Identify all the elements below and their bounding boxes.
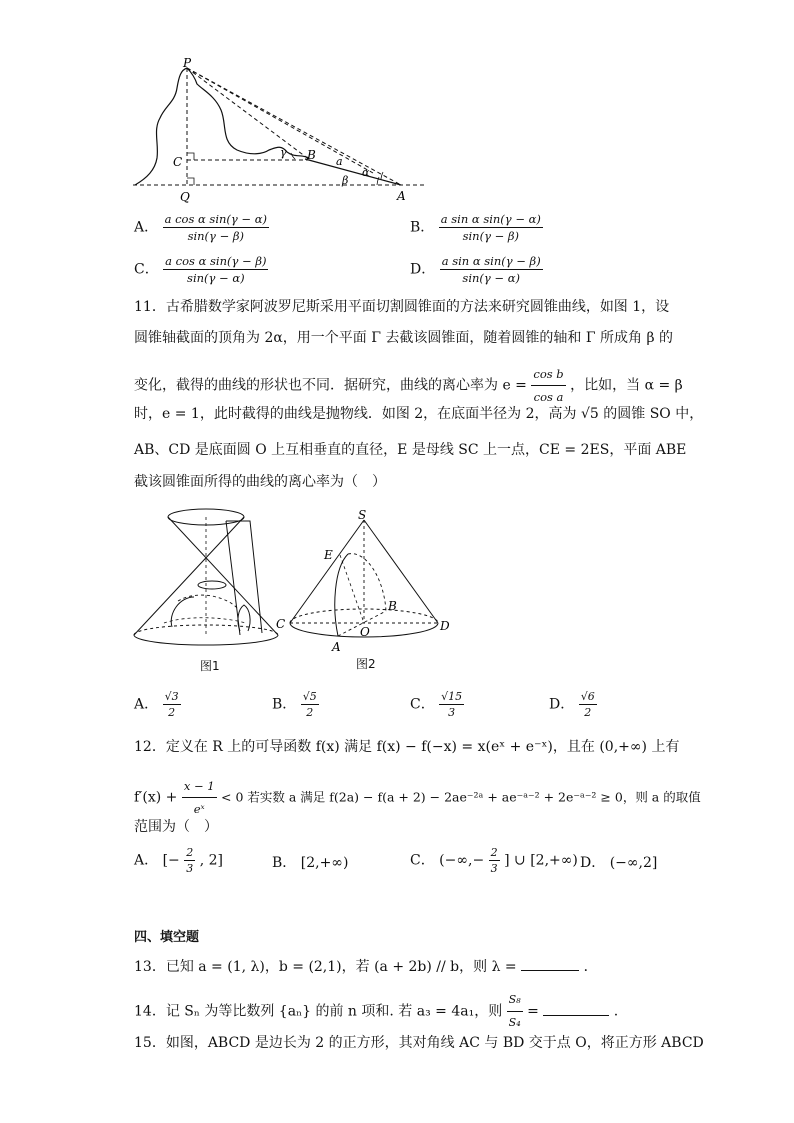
fraction-denominator: S₄ — [508, 1016, 521, 1029]
q11-line6: 截该圆锥面所得的曲线的离心率为（ ） — [134, 474, 386, 490]
option-label: B． — [410, 219, 435, 236]
fraction-numerator: √5 — [302, 690, 317, 703]
q11-option-c[interactable] — [410, 690, 464, 719]
q14-fraction — [507, 990, 523, 1033]
fraction-denominator: 3 — [186, 862, 194, 875]
figure-2-cone — [272, 508, 462, 656]
option-fraction — [184, 846, 195, 875]
option-text: (−∞,2] — [609, 855, 658, 871]
option-label: C． — [410, 852, 435, 869]
fraction-denominator: 2 — [306, 706, 314, 719]
fraction-numerator: x − 1 — [182, 776, 217, 798]
option-label: D． — [580, 855, 606, 871]
fraction-numerator: cos b — [531, 364, 565, 386]
q11-line3 — [134, 364, 683, 407]
q12-line1: 12．定义在 R 上的可导函数 f(x) 满足 f(x) − f(−x) = x(eˣ + e⁻ˣ)，且在 (0,+∞) 上有 — [134, 739, 680, 755]
figure-cliff-triangle — [125, 58, 435, 206]
label-C: C — [276, 617, 286, 631]
fraction-denominator: 3 — [448, 706, 456, 719]
label-C: C — [173, 155, 183, 169]
option-fraction — [163, 212, 269, 243]
section-title-fill-in: 四、填空题 — [134, 930, 200, 945]
option-label: A． — [134, 696, 159, 713]
fraction-numerator: S₈ — [507, 990, 523, 1012]
eccentricity-fraction — [531, 364, 565, 407]
fraction-denominator: sin(γ − α) — [462, 271, 520, 285]
option-text: [− — [162, 852, 180, 869]
option-fraction — [163, 254, 268, 285]
q11-line3-tail: ，比如，当 α = β — [570, 377, 683, 394]
label-D: D — [440, 619, 450, 633]
label-B: B — [388, 599, 397, 613]
q14-tail: . — [613, 1003, 619, 1020]
option-label: D． — [410, 261, 436, 278]
q15-line: 15．如图，ABCD 是边长为 2 的正方形，其对角线 AC 与 BD 交于点 O，将正方形 ABCD — [134, 1035, 704, 1051]
q12-fraction — [182, 776, 217, 819]
fraction-numerator: 2 — [490, 846, 498, 859]
q12-option-d[interactable] — [580, 852, 657, 872]
option-label: C． — [134, 261, 159, 278]
fraction-numerator: a sin α sin(γ − β) — [441, 254, 541, 268]
label-B: B — [307, 148, 316, 162]
option-fraction — [439, 690, 464, 719]
q11-line1: 11．古希腊数学家阿波罗尼斯采用平面切割圆锥面的方法来研究圆锥曲线，如图 1，设 — [134, 299, 670, 315]
q12-line2 — [134, 776, 701, 819]
q14-text: 14．记 Sₙ 为等比数列 {aₙ} 的前 n 项和. 若 a₃ = 4a₁，则 — [134, 1003, 503, 1020]
fraction-numerator: √3 — [164, 690, 179, 703]
q12-line2-tail: < 0 若实数 a 满足 f(2a) − f(a + 2) − 2ae⁻²ᵃ + ae⁻ᵃ⁻² + 2e⁻ᵃ⁻² ≥ 0，则 a 的取值 — [221, 789, 701, 805]
option-text: , 2] — [199, 852, 223, 869]
label-E: E — [324, 548, 333, 562]
label-S: S — [358, 508, 367, 522]
fraction-denominator: cos a — [533, 390, 564, 404]
figure-1-double-cone — [128, 505, 286, 653]
label-a: a — [336, 155, 343, 168]
q11-option-d[interactable] — [549, 690, 597, 719]
label-Q: Q — [180, 190, 190, 204]
label-alpha: α — [362, 166, 370, 179]
fraction-denominator: 2 — [168, 706, 176, 719]
option-fraction — [440, 254, 543, 285]
q12-option-b[interactable] — [272, 852, 348, 872]
q13-tail: ． — [583, 959, 598, 975]
fraction-denominator: 3 — [490, 862, 498, 875]
q12-option-c[interactable] — [410, 846, 578, 875]
fraction-numerator: √6 — [580, 690, 595, 703]
q13-line — [134, 956, 598, 977]
figure-2-caption: 图2 — [356, 657, 376, 671]
option-fraction — [163, 690, 181, 719]
q10-option-d[interactable] — [410, 254, 543, 285]
q10-option-b[interactable] — [410, 212, 543, 243]
option-fraction — [439, 212, 543, 243]
option-label: C． — [410, 696, 435, 713]
fraction-denominator: sin(γ − β) — [462, 229, 520, 243]
label-A: A — [332, 640, 341, 654]
fraction-numerator: a cos α sin(γ − β) — [165, 254, 267, 268]
label-gamma: γ — [280, 146, 287, 159]
label-beta: β — [342, 174, 349, 187]
option-fraction — [489, 846, 500, 875]
q12-line3: 范围为（ ） — [134, 819, 218, 835]
label-P: P — [183, 58, 192, 70]
q11-line3-text: 变化，截得的曲线的形状也不同．据研究，曲线的离心率为 e = — [134, 377, 527, 394]
q14-line — [134, 990, 618, 1033]
q12-line2-start: f′(x) + — [134, 789, 178, 806]
q11-option-b[interactable] — [272, 690, 319, 719]
fraction-denominator: sin(γ − β) — [187, 229, 244, 243]
option-label: A． — [134, 852, 159, 869]
option-text: (−∞,− — [439, 852, 485, 869]
option-fraction — [301, 690, 319, 719]
q12-option-a[interactable] — [134, 846, 223, 875]
q14-equals: = — [527, 1003, 539, 1020]
option-label: D． — [549, 696, 575, 713]
fraction-numerator: a sin α sin(γ − α) — [440, 212, 541, 226]
q10-option-a[interactable] — [134, 212, 269, 243]
fraction-numerator: √15 — [441, 690, 463, 703]
q14-answer-blank[interactable] — [543, 1001, 609, 1016]
label-O: O — [360, 625, 370, 639]
fraction-denominator: eˣ — [193, 802, 205, 816]
q13-text: 13．已知 a = (1, λ)，b = (2,1)，若 (a + 2b) // b，则 λ = — [134, 959, 517, 975]
option-label: A． — [134, 219, 159, 236]
option-text: ] ∪ [2,+∞) — [504, 852, 578, 869]
fraction-numerator: 2 — [186, 846, 194, 859]
option-fraction — [579, 690, 597, 719]
figure-1-caption: 图1 — [200, 659, 220, 673]
q11-option-a[interactable] — [134, 690, 181, 719]
option-label: B． — [272, 696, 297, 713]
fraction-denominator: sin(γ − α) — [187, 271, 245, 285]
q11-line5: AB、CD 是底面圆 O 上互相垂直的直径，E 是母线 SC 上一点，CE = 2ES，平面 ABE — [134, 442, 687, 458]
option-label: B． — [272, 855, 297, 871]
fraction-denominator: 2 — [584, 706, 592, 719]
label-A: A — [397, 189, 406, 203]
q13-answer-blank[interactable] — [521, 956, 579, 971]
q11-line4: 时，e = 1，此时截得的曲线是抛物线．如图 2，在底面半径为 2，高为 √5 的圆锥 SO 中， — [134, 406, 704, 422]
q10-option-c[interactable] — [134, 254, 268, 285]
option-text: [2,+∞) — [300, 855, 349, 871]
q11-line2: 圆锥轴截面的顶角为 2α，用一个平面 Γ 去截该圆锥面，随着圆锥的轴和 Γ 所成角 β 的 — [134, 330, 674, 346]
fraction-numerator: a cos α sin(γ − α) — [164, 212, 267, 226]
